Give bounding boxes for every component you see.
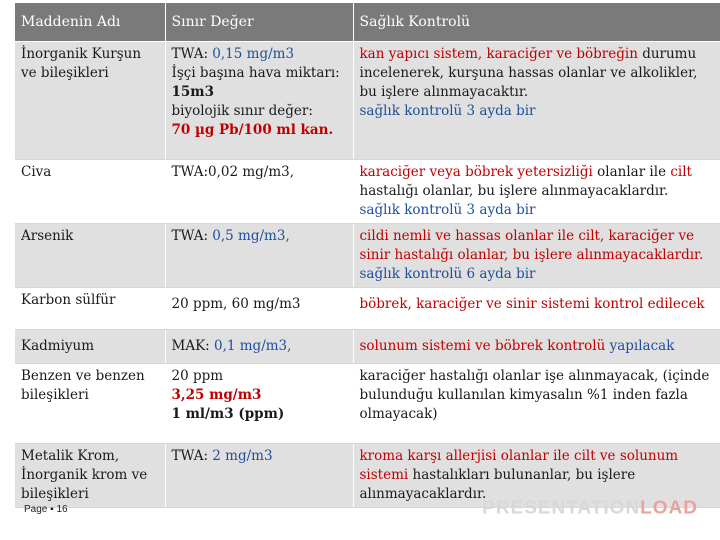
limit-value bbox=[165, 288, 353, 330]
control-text: durumu incelenerek, kurşuna hassas olanlar ve alkolikler, bu işlere alınmayacaktır. bbox=[359, 46, 698, 100]
health-control bbox=[353, 160, 720, 224]
limit-text: 2 mg/m3 bbox=[212, 448, 273, 464]
substance-name: Metalik Krom, İnorganik krom ve bileşikleri bbox=[15, 444, 165, 508]
table-row bbox=[15, 330, 720, 364]
control-text: böbrek, karaciğer ve sinir sistemi kontrol edilecek bbox=[359, 296, 705, 312]
limit-text: TWA: bbox=[171, 228, 213, 244]
limit-value bbox=[165, 444, 353, 508]
watermark-text: LOAD bbox=[640, 498, 698, 519]
limit-text: 70 µg Pb/100 ml kan. bbox=[171, 122, 334, 138]
control-text: karaciğer hastalığı olanlar işe alınmayacak, (içinde bulunduğu kullanılan kimyasalın %1 inden fazla olmayacak) bbox=[359, 368, 710, 422]
watermark-text: PRESENTATION bbox=[482, 498, 641, 519]
limit-text: TWA:0,02 mg/m3, bbox=[171, 164, 295, 180]
limit-value bbox=[165, 330, 353, 364]
control-text: kroma karşı allerjisi olanlar ile cilt ve solunum sistemi bbox=[359, 448, 679, 483]
substance-name: Karbon sülfür bbox=[15, 288, 165, 330]
limit-text: biyolojik sınır değer: bbox=[171, 103, 313, 119]
control-text: hastalıkları bulunanlar, bu işlere alınmayacaklardır. bbox=[359, 467, 636, 502]
control-frequency: sağlık kontrolü 3 ayda bir bbox=[359, 103, 536, 119]
health-control bbox=[353, 288, 720, 330]
limit-text: 0,5 mg/m3, bbox=[212, 228, 290, 244]
control-text: olanlar ile bbox=[592, 164, 671, 180]
limit-value bbox=[165, 42, 353, 160]
health-control bbox=[353, 364, 720, 444]
substance-name: Benzen ve benzen bileşikleri bbox=[15, 364, 165, 444]
control-frequency: sağlık kontrolü 3 ayda bir bbox=[359, 202, 536, 218]
limit-text: 20 ppm, 60 mg/m3 bbox=[171, 296, 301, 312]
substance-limits-table bbox=[15, 3, 720, 508]
header-health-control: Sağlık Kontrolü bbox=[353, 3, 720, 42]
table-header-row bbox=[15, 3, 720, 42]
limit-text: TWA: bbox=[171, 46, 213, 62]
substance-name: Civa bbox=[15, 160, 165, 224]
limit-text: MAK: bbox=[171, 338, 214, 354]
limit-text: 0,1 mg/m3, bbox=[214, 338, 292, 354]
header-limit-value: Sınır Değer bbox=[165, 3, 353, 42]
limit-text: İşçi başına hava miktarı: bbox=[171, 65, 340, 81]
substance-name: Kadmiyum bbox=[15, 330, 165, 364]
control-text: karaciğer veya böbrek yetersizliği bbox=[359, 164, 593, 180]
table-row bbox=[15, 42, 720, 160]
page-number: Page ▪ 16 bbox=[24, 504, 68, 515]
header-substance-name: Maddenin Adı bbox=[15, 3, 165, 42]
control-text: yapılacak bbox=[605, 338, 675, 354]
limit-value bbox=[165, 364, 353, 444]
limit-text: TWA: bbox=[171, 448, 213, 464]
table-row bbox=[15, 224, 720, 288]
substance-name: İnorganik Kurşun ve bileşikleri bbox=[15, 42, 165, 160]
limit-value bbox=[165, 160, 353, 224]
health-control bbox=[353, 224, 720, 288]
control-text: cildi nemli ve hassas olanlar ile cilt, karaciğer ve sinir hastalığı olanlar, bu işlere alınmayacaklardır. bbox=[359, 228, 704, 263]
limit-value bbox=[165, 224, 353, 288]
limit-text: 15m3 bbox=[171, 84, 214, 100]
health-control bbox=[353, 330, 720, 364]
limit-text: 1 ml/m3 (ppm) bbox=[171, 406, 285, 422]
substance-name: Arsenik bbox=[15, 224, 165, 288]
table-row bbox=[15, 160, 720, 224]
health-control bbox=[353, 42, 720, 160]
limit-text: 3,25 mg/m3 bbox=[171, 387, 262, 403]
limit-text: 20 ppm bbox=[171, 368, 224, 384]
watermark-logo bbox=[482, 499, 698, 520]
limit-text: 0,15 mg/m3 bbox=[212, 46, 295, 62]
control-text: cilt bbox=[670, 164, 692, 180]
control-text: solunum sistemi ve böbrek kontrolü bbox=[359, 338, 606, 354]
control-text: kan yapıcı sistem, karaciğer ve böbreğin bbox=[359, 46, 638, 62]
control-frequency: sağlık kontrolü 6 ayda bir bbox=[359, 266, 536, 282]
table-row bbox=[15, 364, 720, 444]
table-row bbox=[15, 288, 720, 330]
control-text: hastalığı olanlar, bu işlere alınmayacaklardır. bbox=[359, 183, 669, 199]
